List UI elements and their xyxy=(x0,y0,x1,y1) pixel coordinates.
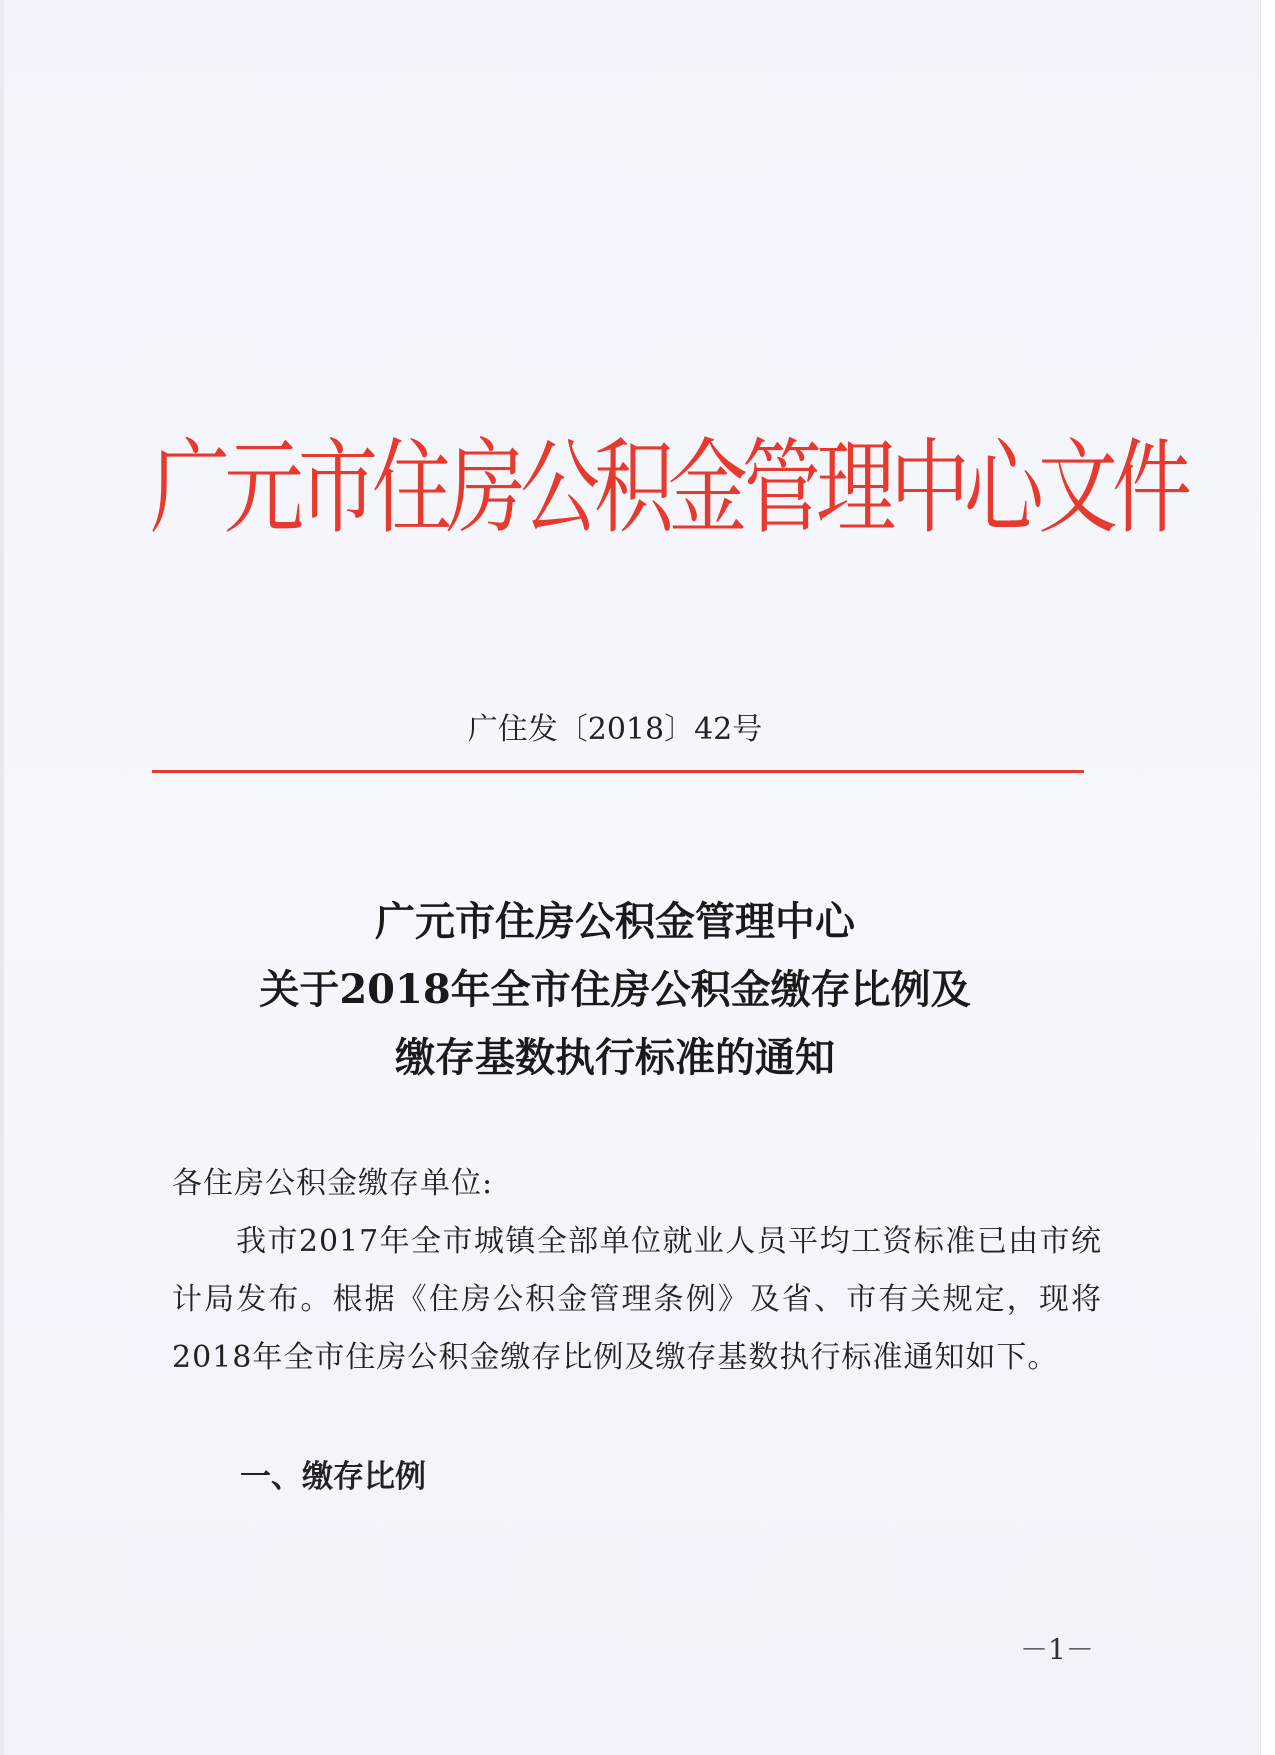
body-text xyxy=(172,1155,1102,1387)
notice-title-line-3: 缴存基数执行标准的通知 xyxy=(395,1034,835,1081)
body-paragraph: 我市2017年全市城镇全部单位就业人员平均工资标准已由市统计局发布。根据《住房公积金管理条例》及省、市有关规定，现将2018年全市住房公积金缴存比例及缴存基数执行标准通知如下。 xyxy=(172,1224,1102,1375)
document-number: 广住发〔2018〕42号 xyxy=(467,712,763,747)
notice-title-line-2: 关于2018年全市住房公积金缴存比例及 xyxy=(259,966,971,1013)
scan-edge-left xyxy=(0,0,4,1755)
addressee: 各住房公积金缴存单位: xyxy=(172,1166,494,1201)
section-heading: 一、缴存比例 xyxy=(240,1459,426,1495)
notice-title xyxy=(150,888,1080,1092)
red-separator-line xyxy=(152,770,1084,773)
notice-title-line-1: 广元市住房公积金管理中心 xyxy=(375,898,855,945)
scan-edge-right xyxy=(1260,0,1275,1755)
page-number: －1－ xyxy=(1020,1633,1094,1666)
issuer-header-title: 广元市住房公积金管理中心文件 xyxy=(150,428,1186,548)
